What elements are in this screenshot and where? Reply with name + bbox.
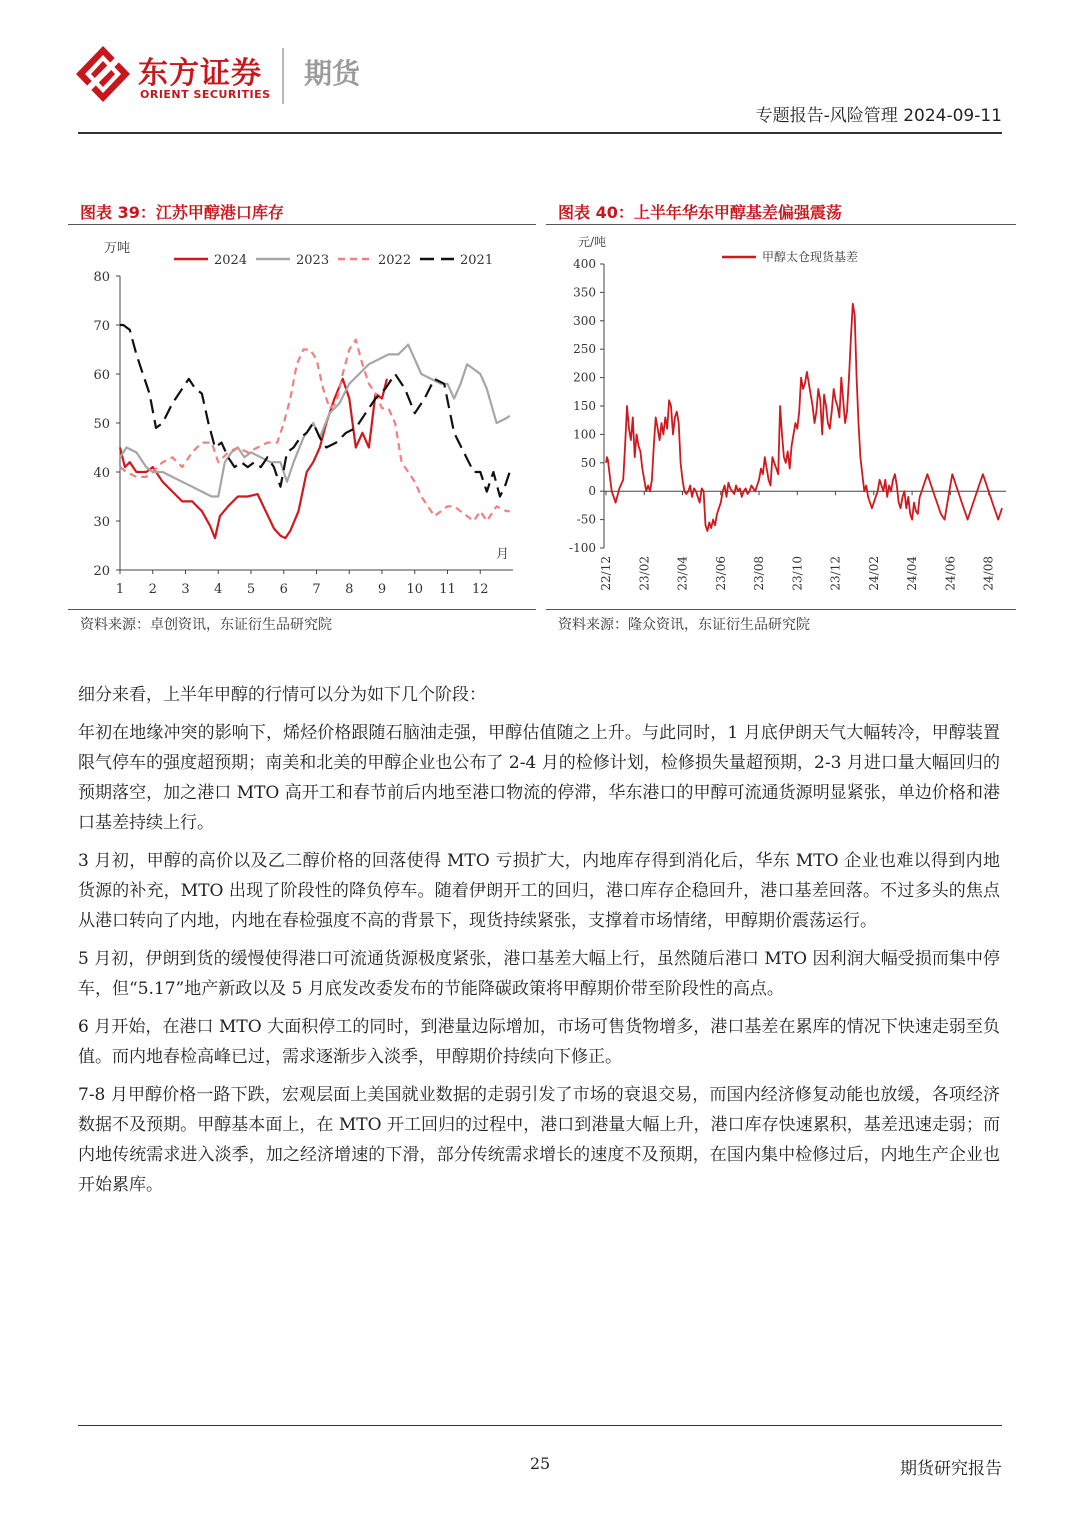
x-tick-label: 11 [439, 582, 456, 597]
x-tick-label: 23/04 [675, 556, 690, 591]
x-tick-label: 24/02 [866, 556, 881, 591]
x-tick-label: 8 [345, 582, 354, 597]
paragraph: 细分来看，上半年甲醇的行情可以分为如下几个阶段： [78, 685, 486, 705]
report-info: 专题报告-风险管理 2024-09-11 [755, 106, 1002, 126]
basis-line-chart [546, 226, 1016, 608]
footer-divider [78, 1425, 1002, 1426]
x-tick-label: 23/10 [790, 556, 805, 591]
x-tick-label: 10 [406, 582, 424, 597]
paragraph: 年初在地缘冲突的影响下，烯烃价格跟随石脑油走强，甲醇估值随之上升。与此同时，1 月底伊朗天气大幅转冷，甲醇装置限气停车的强度超预期；南美和北美的甲醇企业也公布了 2-4 月的检修计划，检修损失量超预期，2-3 月进口量大幅回归的预期落空，加之港口 MTO 高开工和春节前后内地至港口物流的停滞，华东港口的甲醇可流通货源明显紧张，单边价格和港口基差持续上行。 [78, 723, 1000, 833]
series-line-2021 [120, 325, 510, 497]
figure-40-title: 图表 40：上半年华东甲醇基差偏强震荡 [558, 203, 842, 222]
y-tick-label: 200 [573, 370, 596, 385]
x-axis-unit: 月 [496, 547, 510, 562]
header-divider [78, 132, 1002, 134]
body-text [78, 680, 1000, 1208]
y-tick-label: 70 [93, 319, 110, 334]
x-tick-label: 12 [471, 582, 489, 597]
x-tick-label: 22/12 [599, 556, 613, 591]
y-tick-label: 150 [573, 399, 596, 413]
y-tick-label: 300 [573, 313, 596, 328]
paragraph: 7-8 月甲醇价格一路下跌，宏观层面上美国就业数据的走弱引发了市场的衰退交易，而国内经济修复动能也放缓，各项经济数据不及预期。甲醇基本面上，在 MTO 开工回归的过程中，港口到港量大幅上升，港口库存快速累积，基差迅速走弱；而内地传统需求进入淡季，加之经济增速的下滑，部分传统需求增长的速度不及预期，在国内集中检修过后，内地生产企业也开始累库。 [78, 1085, 1000, 1195]
figure-39-title: 图表 39：江苏甲醇港口库存 [80, 203, 284, 222]
x-tick-label: 4 [214, 582, 223, 597]
legend-label-2021: 2021 [460, 253, 494, 268]
figure-39-source: 资料来源：卓创资讯，东证衍生品研究院 [80, 617, 332, 633]
page-number: 25 [529, 1454, 551, 1473]
y-axis-unit: 元/吨 [578, 235, 607, 249]
x-tick-label: 24/04 [905, 556, 920, 591]
legend-label-2023: 2023 [296, 253, 330, 268]
figure-39-top-rule [68, 224, 536, 225]
x-tick-label: 7 [312, 582, 321, 597]
y-tick-label: 60 [93, 368, 110, 383]
orient-securities-logo-icon [76, 46, 130, 102]
x-tick-label: 23/08 [752, 556, 767, 591]
logo-separator [282, 48, 284, 104]
y-tick-label: -100 [569, 541, 596, 555]
y-tick-label: 30 [93, 515, 110, 530]
x-tick-label: 5 [246, 582, 256, 597]
legend-label-basis: 甲醇太仓现货基差 [762, 250, 859, 264]
division-name: 期货 [304, 57, 361, 90]
x-tick-label: 1 [115, 582, 125, 597]
y-tick-label: 0 [588, 484, 596, 499]
x-tick-label: 23/06 [713, 556, 728, 591]
x-tick-label: 9 [377, 582, 387, 597]
x-tick-label: 23/02 [637, 556, 652, 591]
series-line-2024 [120, 379, 387, 538]
x-tick-label: 24/08 [981, 556, 996, 591]
footer-label: 期货研究报告 [900, 1459, 1002, 1479]
y-tick-label: 40 [93, 466, 110, 481]
y-tick-label: 80 [93, 270, 110, 285]
legend-label-2024: 2024 [214, 253, 248, 268]
x-tick-label: 3 [181, 582, 190, 597]
y-tick-label: 50 [93, 417, 110, 432]
inventory-line-chart [68, 226, 536, 608]
y-tick-label: -50 [576, 512, 596, 527]
legend-label-2022: 2022 [378, 253, 412, 268]
logo-english-name: ORIENT SECURITIES [140, 88, 271, 101]
paragraph: 5 月初，伊朗到货的缓慢使得港口可流通货源极度紧张，港口基差大幅上行，虽然随后港口 MTO 因利润大幅受损而集中停车，但“5.17”地产新政以及 5 月底发改委发布的节能降碳政策将甲醇期价带至阶段性的高点。 [78, 949, 1000, 999]
x-tick-label: 2 [148, 582, 157, 597]
series-line-2022 [120, 340, 510, 521]
y-tick-label: 400 [573, 257, 596, 271]
y-tick-label: 350 [573, 285, 596, 300]
x-tick-label: 24/06 [943, 556, 958, 591]
x-tick-label: 23/12 [828, 556, 843, 591]
y-axis-unit: 万吨 [104, 241, 131, 256]
y-tick-label: 100 [573, 427, 596, 442]
company-logo [76, 44, 376, 108]
paragraph: 6 月开始，在港口 MTO 大面积停工的同时，到港量边际增加，市场可售货物增多，港口基差在累库的情况下快速走弱至负值。而内地春检高峰已过，需求逐渐步入淡季，甲醇期价持续向下修正。 [78, 1017, 1000, 1067]
y-tick-label: 20 [93, 564, 110, 579]
series-line-basis [606, 304, 1002, 531]
figure-40-top-rule [546, 224, 1016, 225]
x-tick-label: 6 [279, 582, 288, 597]
y-tick-label: 50 [580, 455, 596, 470]
figure-39-bottom-rule [68, 609, 536, 610]
logo-chinese-name: 东方证券 [138, 56, 262, 91]
figure-40-bottom-rule [546, 609, 1016, 610]
figure-40-source: 资料来源：隆众资讯，东证衍生品研究院 [558, 617, 810, 633]
paragraph: 3 月初，甲醇的高价以及乙二醇价格的回落使得 MTO 亏损扩大，内地库存得到消化后，华东 MTO 企业也难以得到内地货源的补充，MTO 出现了阶段性的降负停车。随着伊朗开工的回归，港口库存企稳回升，港口基差回落。不过多头的焦点从港口转向了内地，内地在春检强度不高的背景下，现货持续紧张，支撑着市场情绪，甲醇期价震荡运行。 [78, 851, 1000, 931]
y-tick-label: 250 [573, 342, 596, 357]
